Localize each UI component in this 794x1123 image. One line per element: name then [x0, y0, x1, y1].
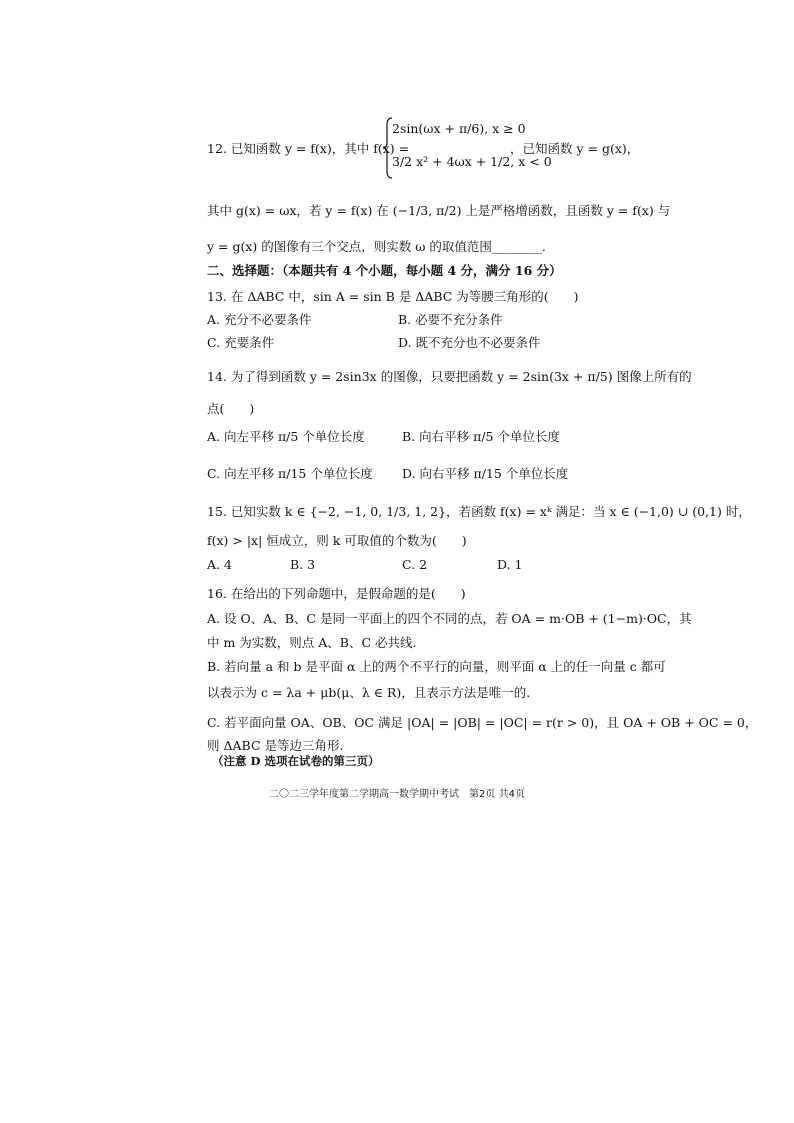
q12-line1-right: ，已知函数 y = g(x)， [510, 141, 640, 156]
q15-stem: 15. 已知实数 k ∈ {−2, −1, 0, 1/3, 1, 2}，若函数 f(x) = xᵏ 满足：当 x ∈ (−1,0) ∪ (0,1) 时， [207, 504, 751, 519]
q13-stem: 13. 在 ΔABC 中，sin A = sin B 是 ΔABC 为等腰三角形的( ) [207, 289, 579, 304]
q12-line1-left: 12. 已知函数 y = f(x)，其中 f(x) = [207, 141, 410, 156]
q14-stem-cont: 点( ) [207, 401, 255, 416]
q14-stem: 14. 为了得到函数 y = 2sin3x 的图像，只要把函数 y = 2sin(3x + π/5) 图像上所有的 [207, 369, 692, 384]
page-footer: 二〇二三学年度第二学期高一数学期中考试 第2页 共4页 [269, 789, 525, 800]
q16-option-c-line2: 则 ΔABC 是等边三角形. [207, 738, 344, 753]
q15-stem-cont: f(x) > |x| 恒成立，则 k 可取值的个数为( ) [207, 533, 467, 548]
q13-option-c: C. 充要条件 [207, 335, 275, 350]
q15-option-a: A. 4 [207, 557, 232, 572]
q14-option-d: D. 向右平移 π/15 个单位长度 [402, 466, 569, 481]
q12-line2: 其中 g(x) = ωx，若 y = f(x) 在 (−1/3, π/2) 上是严格增函数，且函数 y = f(x) 与 [207, 203, 671, 218]
q14-option-c: C. 向左平移 π/15 个单位长度 [207, 466, 373, 481]
q12-line3: y = g(x) 的图像有三个交点，则实数 ω 的取值范围________. [207, 239, 546, 254]
q16-option-b-line1: B. 若向量 a 和 b 是平面 α 上的两个不平行的向量，则平面 α 上的任一向量 c 都可 [207, 659, 666, 674]
q12-case2: 3/2 x² + 4ωx + 1/2, x < 0 [392, 154, 552, 169]
q13-option-b: B. 必要不充分条件 [398, 312, 503, 327]
q13-option-d: D. 既不充分也不必要条件 [398, 335, 541, 350]
q16-option-a-line1: A. 设 O、A、B、C 是同一平面上的四个不同的点，若 OA = m·OB + (1−m)·OC，其 [207, 611, 692, 626]
q16-option-a-line2: 中 m 为实数，则点 A、B、C 必共线. [207, 635, 417, 650]
q15-option-d: D. 1 [497, 557, 523, 572]
q16-stem: 16. 在给出的下列命题中，是假命题的是( ) [207, 586, 466, 601]
q16-option-b-line2: 以表示为 c = λa + μb(μ、λ ∈ R)，且表示方法是唯一的. [207, 685, 531, 700]
q13-option-a: A. 充分不必要条件 [207, 312, 312, 327]
q14-option-a: A. 向左平移 π/5 个单位长度 [207, 429, 365, 444]
q12-case1: 2sin(ωx + π/6), x ≥ 0 [392, 121, 526, 136]
q15-option-c: C. 2 [402, 557, 428, 572]
q16-note: （注意 D 选项在试卷的第三页） [212, 754, 380, 768]
q14-option-b: B. 向右平移 π/5 个单位长度 [402, 429, 560, 444]
q15-option-b: B. 3 [290, 557, 316, 572]
q16-option-c-line1: C. 若平面向量 OA、OB、OC 满足 |OA| = |OB| = |OC| = r(r > 0)，且 OA + OB + OC = 0， [207, 715, 758, 730]
section-2-heading: 二、选择题：（本题共有 4 个小题，每小题 4 分，满分 16 分） [207, 263, 562, 278]
